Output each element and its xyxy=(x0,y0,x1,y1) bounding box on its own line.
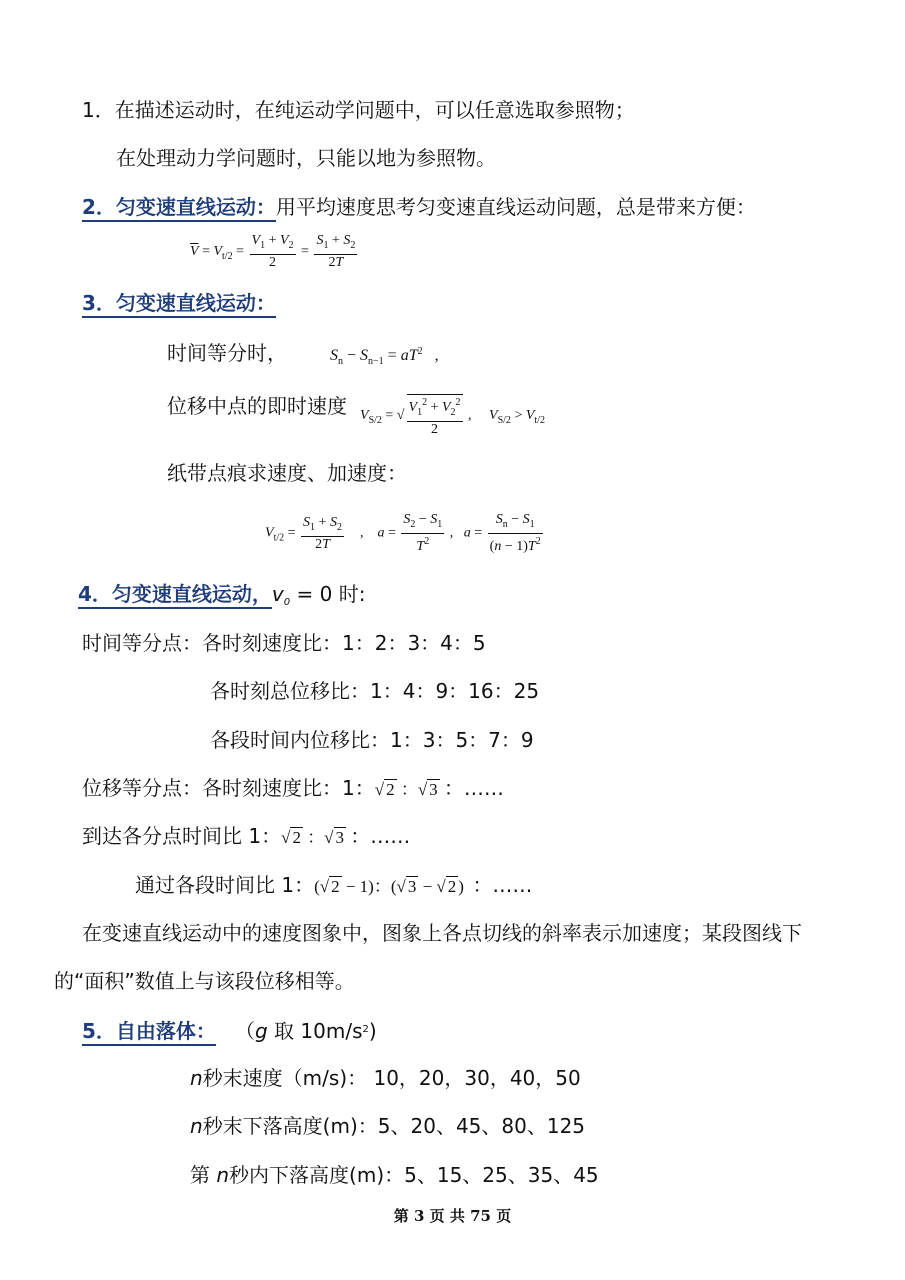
v0-symbol: v xyxy=(271,582,284,606)
mid-displacement-formula: $V_{S/2}$ = √ $\frac{V_1^2 + V_2^2}{2}$ , $V_{S/2} > V_{t/2}$ xyxy=(360,394,545,438)
g-note-open: （ xyxy=(235,1019,255,1043)
equal-displacement-label: 位移等分点： xyxy=(82,776,202,800)
equal-time-points-label: 时间等分点： xyxy=(82,631,202,655)
ellipsis: ：…… xyxy=(443,776,504,800)
average-velocity-formula: $\overline{V} = V_{t/2}$ = $\frac{V_1 + V_2}{2}$ = $\frac{S_1 + S_2}{2T}$ xyxy=(190,233,356,270)
paragraph-1 xyxy=(82,97,635,123)
paragraph-1-text: 在描述运动时，在纯运动学问题中，可以任意选取参照物； xyxy=(114,98,635,122)
segment-displacement-ratio: 各段时间内位移比：1：3：5：7：9 xyxy=(210,728,534,752)
tape-formulas: $V_{t/2}$ = $\frac{S_1 + S_2}{2T}$ , a = $\frac{S_2 - S_1}{T^2}$ , a = $\frac{S_n - S_1}{(n - 1)T^2}$ xyxy=(265,512,541,554)
velocity-ratio-prefix: 各时刻速度比：1： xyxy=(202,776,375,800)
section-5-heading: 5．自由落体： xyxy=(82,1019,216,1046)
g-note-sup: 2 xyxy=(362,1024,369,1035)
mid-displacement-label: 位移中点的即时速度 xyxy=(167,394,347,418)
g-note: 取 10m/s xyxy=(267,1019,363,1043)
section-3-heading xyxy=(82,290,276,316)
segment-time-ratio: 通过各段时间比 1：(√ 2 − 1)：(√ 3 − √ 2 ) ：…… xyxy=(135,873,533,897)
total-displacement-ratio: 各时刻总位移比：1：4：9：16：25 xyxy=(210,679,540,703)
section-2-heading: 2．匀变速直线运动： xyxy=(82,195,276,222)
g-symbol: g xyxy=(255,1019,268,1043)
velocity-ratio: 各时刻速度比：1：2：3：4：5 xyxy=(202,631,486,655)
section-3-heading-text: 3．匀变速直线运动： xyxy=(82,291,276,318)
v0-subscript: 0 xyxy=(283,597,291,608)
n-symbol: n xyxy=(216,1163,230,1187)
free-fall-height xyxy=(190,1113,585,1139)
page-footer: 第 3 页 共 75 页 xyxy=(393,1207,512,1225)
g-note-close: ) xyxy=(368,1019,377,1043)
nth-prefix: 第 xyxy=(190,1163,217,1187)
equal-time-label: 时间等分时， xyxy=(167,341,287,365)
n-symbol: n xyxy=(190,1066,203,1090)
section-4-heading: 4．匀变速直线运动， xyxy=(78,582,272,609)
successive-difference-formula: $S_n - S_{n-1} = aT^2$ , xyxy=(330,346,439,367)
section-5 xyxy=(82,1017,377,1044)
arrival-prefix: 到达各分点时间比 1： xyxy=(82,824,282,848)
item-number: 1． xyxy=(82,98,115,122)
free-fall-nth-text: 秒内下落高度(m)：5、15、25、35、45 xyxy=(229,1163,599,1187)
v0-condition: = 0 时: xyxy=(290,582,366,606)
arrival-time-ratio: 到达各分点时间比 1：√ 2 ：√ 3 ：…… xyxy=(82,824,411,848)
equal-time-points xyxy=(82,630,486,656)
graph-text-1: 在变速直线运动中的速度图象中，图象上各点切线的斜率表示加速度；某段图线下 xyxy=(82,921,802,945)
section-2 xyxy=(82,194,756,220)
free-fall-speed xyxy=(190,1065,581,1091)
n-symbol: n xyxy=(190,1114,203,1138)
free-fall-speed-text: 秒末速度（m/s)： 10，20，30，40，50 xyxy=(202,1066,581,1090)
graph-text-2: 的“面积”数值上与该段位移相等。 xyxy=(54,969,355,993)
free-fall-nth-second xyxy=(190,1162,599,1188)
section-2-text: 用平均速度思考匀变速直线运动问题，总是带来方便： xyxy=(275,195,756,219)
tape-label: 纸带点痕求速度、加速度： xyxy=(167,461,407,485)
section-4 xyxy=(78,581,365,616)
ellipsis: ：…… xyxy=(350,824,411,848)
free-fall-height-text: 秒末下落高度(m)：5、20、45、80、125 xyxy=(202,1114,586,1138)
ellipsis: ：…… xyxy=(472,873,533,897)
segment-prefix: 通过各段时间比 1： xyxy=(135,873,315,897)
equal-displacement-points: 位移等分点：各时刻速度比：1：√ 2 ：√ 3 ：…… xyxy=(82,776,504,800)
paragraph-1b: 在处理动力学问题时，只能以地为参照物。 xyxy=(116,146,496,170)
